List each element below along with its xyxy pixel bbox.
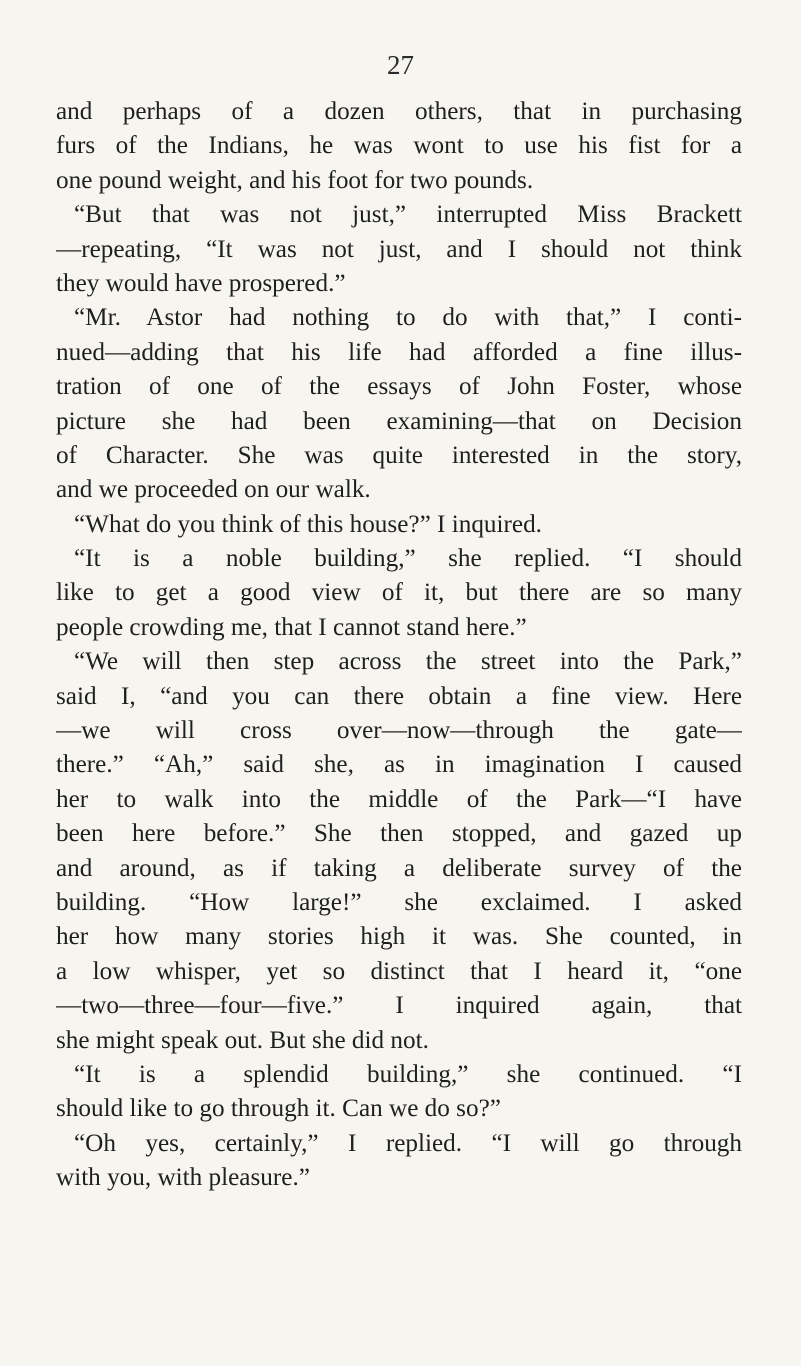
text-line: “But that was not just,” interrupted Miss Brackett <box>74 201 742 229</box>
text-line: nued—adding that his life had afforded a fine illus- <box>56 338 742 366</box>
text-line: of Character. She was quite interested in the story, <box>56 441 742 469</box>
text-line: her how many stories high it was. She counted, in <box>56 923 742 951</box>
text-line: “It is a splendid building,” she continued. “I <box>74 1060 742 1088</box>
text-line: and around, as if taking a deliberate survey of the <box>56 854 742 882</box>
text-line: said I, “and you can there obtain a fine view. Here <box>56 682 742 710</box>
text-line: she might speak out. But she did not. <box>56 1026 429 1054</box>
text-line: and we proceeded on our walk. <box>56 476 371 504</box>
text-line: tration of one of the essays of John Foster, whose <box>56 373 742 401</box>
text-line: “Mr. Astor had nothing to do with that,” I conti- <box>74 304 742 332</box>
text-line: furs of the Indians, he was wont to use his fist for a <box>56 132 742 160</box>
text-line: building. “How large!” she exclaimed. I asked <box>56 888 742 916</box>
page-number: 27 <box>387 50 414 80</box>
text-line: “We will then step across the street into the Park,” <box>74 648 742 676</box>
text-line: —repeating, “It was not just, and I should not think <box>56 235 742 263</box>
text-line: should like to go through it. Can we do so?” <box>56 1095 501 1123</box>
text-line: “It is a noble building,” she replied. “I should <box>74 545 742 573</box>
text-line: “What do you think of this house?” I inquired. <box>74 510 542 538</box>
text-line: —two—three—four—five.” I inquired again, that <box>56 992 742 1020</box>
body-text <box>56 95 742 1196</box>
text-line: a low whisper, yet so distinct that I heard it, “one <box>56 957 742 985</box>
text-line: her to walk into the middle of the Park—“I have <box>56 785 742 813</box>
text-line: —we will cross over—now—through the gate— <box>56 717 742 745</box>
text-line: and perhaps of a dozen others, that in purchasing <box>56 98 742 125</box>
text-line: like to get a good view of it, but there are so many <box>56 579 742 607</box>
text-line: “Oh yes, certainly,” I replied. “I will go through <box>74 1129 742 1157</box>
text-line: there.” “Ah,” said she, as in imagination I caused <box>56 751 742 779</box>
text-line: been here before.” She then stopped, and gazed up <box>56 820 742 848</box>
text-line: picture she had been examining—that on Decision <box>56 407 742 435</box>
text-line: they would have prospered.” <box>56 269 346 297</box>
text-line: people crowding me, that I cannot stand here.” <box>56 613 527 641</box>
text-line: with you, with pleasure.” <box>56 1164 310 1192</box>
text-line: one pound weight, and his foot for two pounds. <box>56 166 534 194</box>
